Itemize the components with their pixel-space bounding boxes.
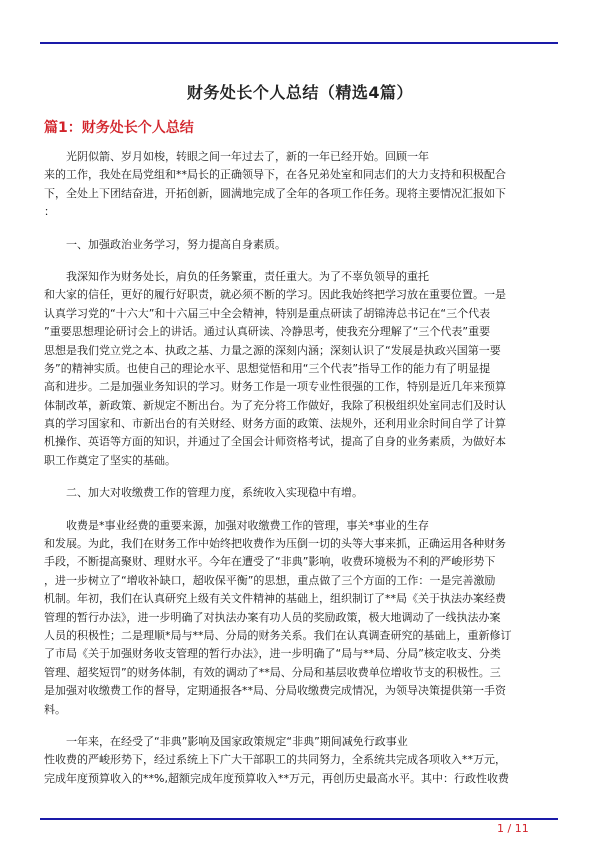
text-line: 机制。年初，我们在认真研究上级有关文件精神的基础上，组织制订了**局《关于执法办案经费 — [44, 592, 506, 606]
paragraph-intro — [44, 148, 556, 222]
text-line: 职工作奠定了坚实的基础。 — [44, 453, 176, 467]
text-line: 一、加强政治业务学习，努力提高自身素质。 — [44, 237, 286, 251]
text-line: 人员的积极性；二是理顺*局与**局、分局的财务关系。我们在认真调查研究的基础上，重新修订 — [44, 628, 512, 642]
text-line: 我深知作为财务处长，肩负的任务繁重，责任重大。为了不辜负领导的重托 — [44, 269, 429, 283]
heading-point-2 — [44, 484, 556, 502]
paragraph-study — [44, 268, 556, 470]
document-title: 财务处长个人总结（精选4篇） — [186, 83, 414, 102]
page-number: 1 / 11 — [497, 822, 529, 835]
text-line: 认真学习党的“十六大”和十六届三中全会精神，特别是重点研读了胡锦涛总书记在“三个代表 — [44, 306, 491, 320]
heading-point-1 — [44, 236, 556, 254]
text-line: ： — [44, 205, 55, 219]
text-line: 务”的精神实质。也使自己的理论水平、思想觉悟和用“三个代表”指导工作的能力有了明显提 — [44, 361, 491, 375]
text-line: 光阴似箭、岁月如梭，转眼之间一年过去了，新的一年已经开始。回顾一年 — [44, 150, 429, 163]
paragraph-fees — [44, 517, 556, 719]
text-line: 收费是*事业经费的重要来源，加强对收缴费工作的管理，事关*事业的生存 — [44, 518, 429, 532]
text-line: 真的学习国家和、市新出台的有关财经、财务方面的政策、法规外，还利用业余时间自学了计算 — [44, 417, 506, 431]
text-line: 和发展。为此，我们在财务工作中始终把收费作为压倒一切的头等大事来抓，正确运用各种财务 — [44, 537, 506, 551]
text-line: 一年来，在经受了“非典”影响及国家政策规定“非典”期间减免行政事业 — [44, 734, 408, 748]
text-line: 体制改革，新政策、新规定不断出台。为了充分将工作做好，我除了积极组织处室同志们及时认 — [44, 398, 506, 412]
text-line: 高和进步。二是加强业务知识的学习。财务工作是一项专业性很强的工作，特别是近几年来预算 — [44, 380, 506, 394]
text-line: 完成年度预算收入的**%,超额完成年度预算收入**万元，再创历史最高水平。其中：行政性收费 — [44, 771, 509, 785]
text-line: 性收费的严峻形势下，经过系统上下广大干部职工的共同努力，全系统共完成各项收入**万元， — [44, 753, 506, 767]
text-line: 下，全处上下团结奋进，开拓创新，圆满地完成了全年的各项工作任务。现将主要情况汇报如下 — [44, 186, 506, 200]
text-line: 了市局《关于加强财务收支管理的暂行办法》，进一步明确了“局与**局、分局”核定收支、分类 — [44, 647, 501, 661]
text-line: 手段，不断提高聚财、理财水平。今年在遭受了“非典”影响，收费环境极为不利的严峻形势下 — [44, 555, 496, 569]
text-line: ”重要思想理论研讨会上的讲话。通过认真研读、冷静思考，使我充分理解了“三个代表”重要 — [44, 325, 491, 339]
text-line: 管理的暂行办法》，进一步明确了对执法办案有功人员的奖励政策，极大地调动了一线执法办案 — [44, 610, 501, 624]
text-line: 管理、超奖短罚”的财务体制，有效的调动了**局、分局和基层收费单位增收节支的积极性。三 — [44, 665, 501, 679]
header-rule — [40, 42, 558, 44]
text-line: 料。 — [44, 702, 66, 716]
text-line: 是加强对收缴费工作的督导，定期通报各**局、分局收缴费完成情况，为领导决策提供第一手资 — [44, 684, 506, 698]
section-heading: 篇1：财务处长个人总结 — [44, 120, 194, 136]
paragraph-results — [44, 733, 556, 788]
text-line: 二、加大对收缴费工作的管理力度，系统收入实现稳中有增。 — [44, 486, 363, 500]
text-line: 来的工作，我处在局党组和**局长的正确领导下，在各兄弟处室和同志们的大力支持和积极配合 — [44, 168, 506, 182]
document-body — [44, 148, 556, 788]
text-line: 和大家的信任，更好的履行好职责，就必须不断的学习。因此我始终把学习放在重要位置。一是 — [44, 288, 506, 302]
footer-rule — [40, 818, 558, 820]
text-line: 机操作、英语等方面的知识，并通过了全国会计师资格考试，提高了自身的业务素质，为做好本 — [44, 435, 506, 449]
text-line: ，进一步树立了“增收补缺口，超收保平衡”的思想，重点做了三个方面的工作：一是完善激励 — [44, 573, 496, 587]
text-line: 思想是我们党立党之本、执政之基、力量之源的深刻内涵；深刻认识了“发展是执政兴国第一要 — [44, 343, 501, 357]
